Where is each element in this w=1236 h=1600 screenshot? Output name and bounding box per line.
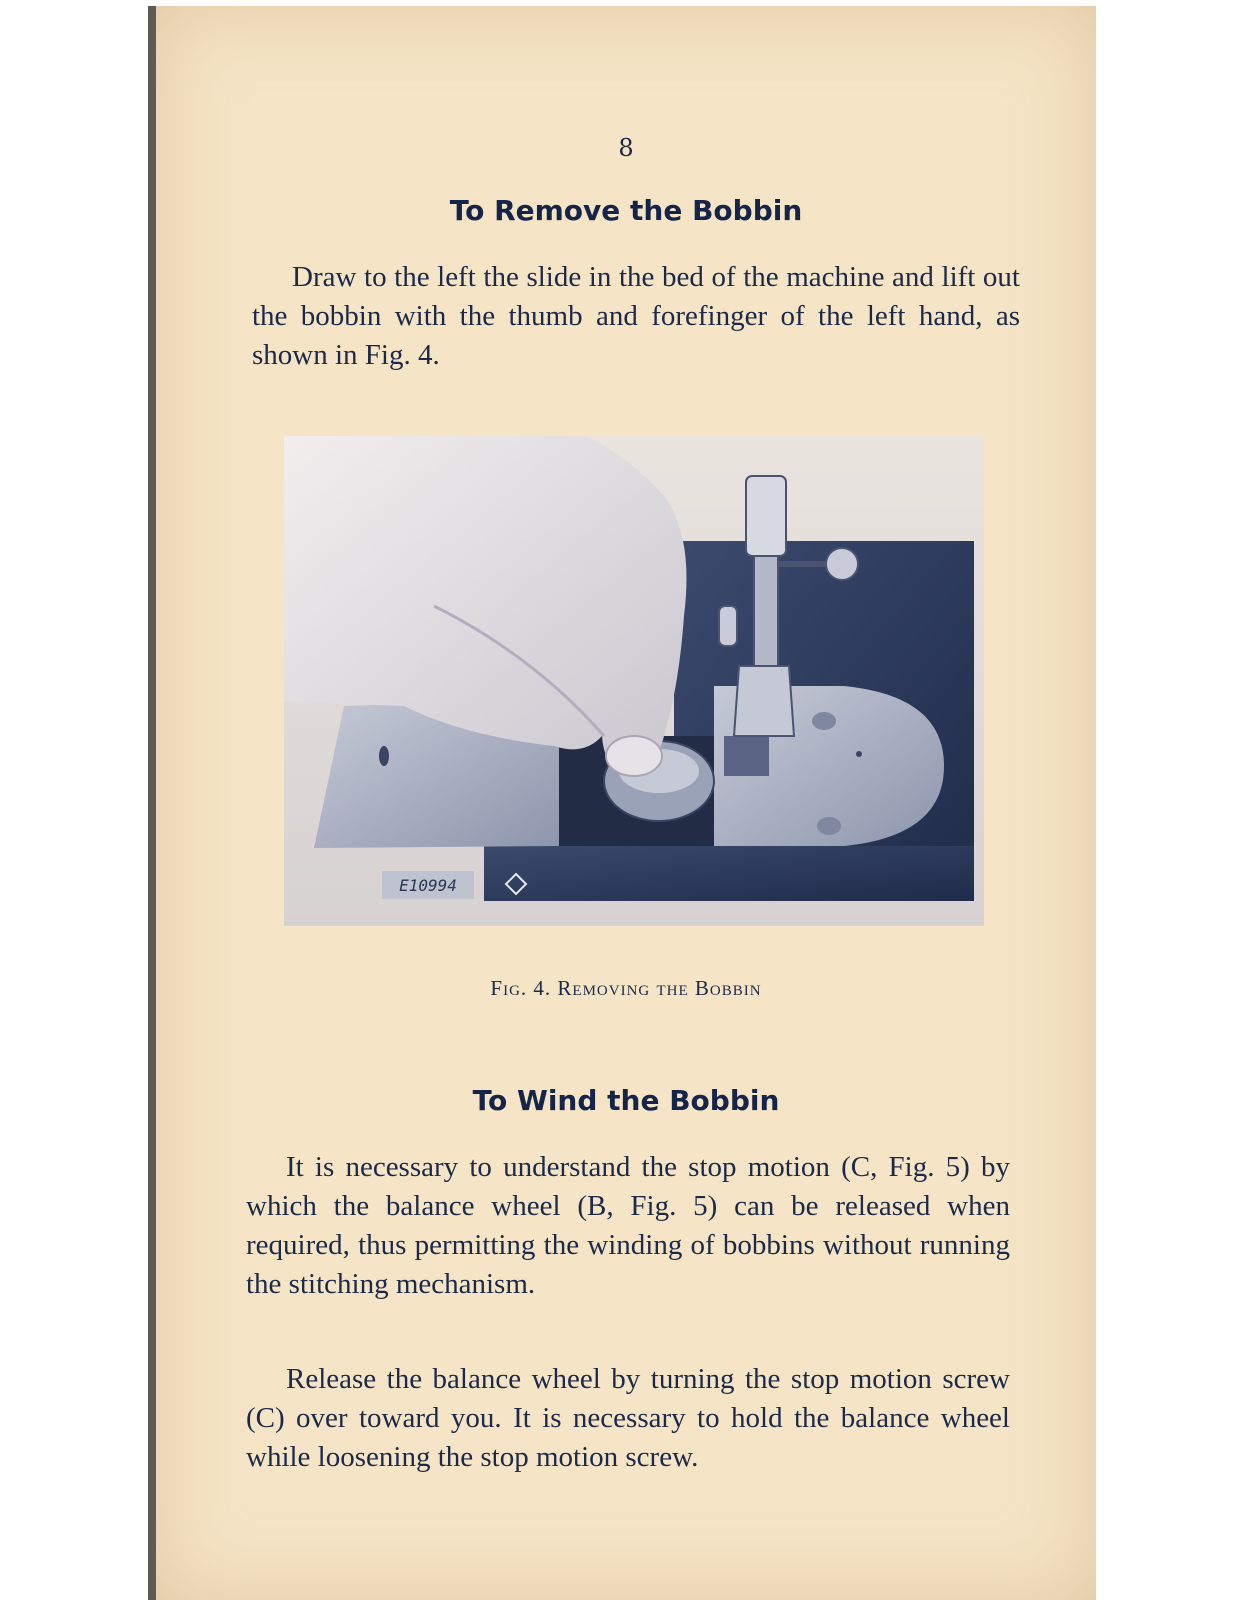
plate-number: E10994 <box>399 876 457 895</box>
thumb-nail <box>606 736 662 776</box>
figure-removing-bobbin <box>284 436 984 926</box>
section-heading-wind-bobbin: To Wind the Bobbin <box>472 1084 780 1117</box>
paragraph-remove-bobbin: Draw to the left the slide in the bed of the machine and lift out the bobbin with the thumb and forefinger of the left hand, as shown in Fig. 4. <box>252 261 1020 371</box>
plate-hole <box>856 751 862 757</box>
figure-caption: Fig. 4. Removing the Bobbin <box>490 976 762 1000</box>
thumb-screw <box>826 548 858 580</box>
needle-bar <box>746 476 786 556</box>
manual-page <box>148 6 1096 1600</box>
paragraph-wind-bobbin-2: Release the balance wheel by turning the stop motion screw (C) over toward you. It is necessary to hold the balance wheel while loosening the stop motion screw. <box>246 1363 1010 1473</box>
plate-screw-top <box>812 712 836 730</box>
presser-foot <box>734 666 794 736</box>
plate-screw-bottom <box>817 817 841 835</box>
page-number: 8 <box>618 134 634 162</box>
tension-knob <box>719 606 737 646</box>
slide-plate-hole <box>379 746 389 766</box>
bed-front <box>484 846 974 901</box>
section-heading-remove-bobbin: To Remove the Bobbin <box>449 194 803 227</box>
paragraph-wind-bobbin-1: It is necessary to understand the stop motion (C, Fig. 5) by which the balance wheel (B, Fig. 5) can be released when required, thus permitting the winding of bobbins without running the stitching mechanism. <box>246 1151 1010 1300</box>
feed-dogs <box>724 736 769 776</box>
